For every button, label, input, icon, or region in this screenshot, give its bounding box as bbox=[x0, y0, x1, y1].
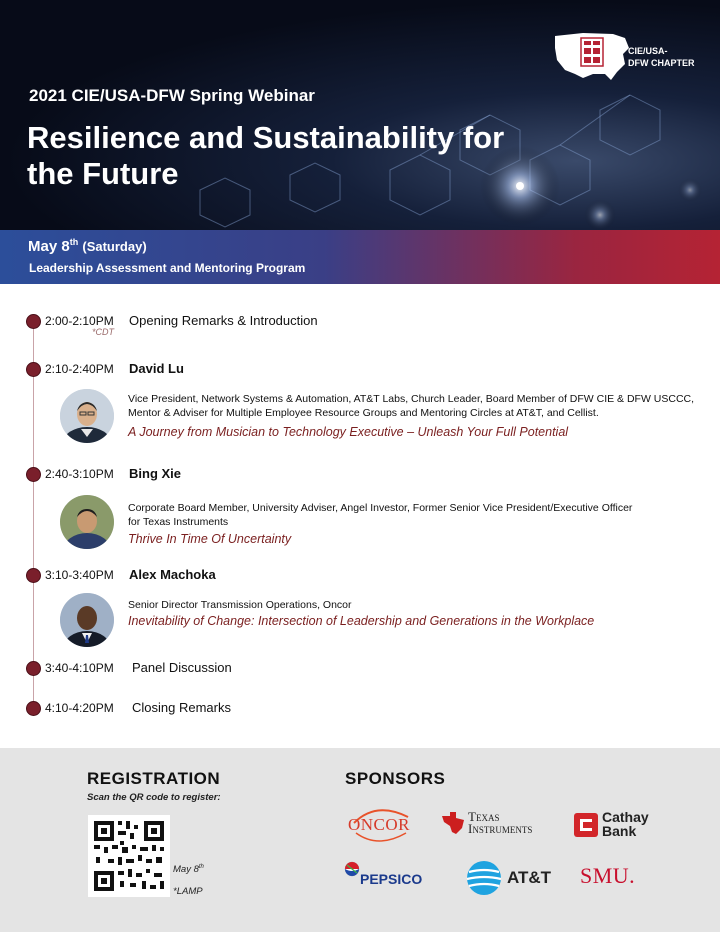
pepsico-globe-icon bbox=[344, 861, 360, 877]
time-slot: 4:10-4:20PM bbox=[45, 701, 114, 715]
sponsor-ti-logo bbox=[440, 810, 555, 840]
timeline-dot bbox=[26, 314, 41, 329]
sponsor-cathay-logo bbox=[574, 810, 674, 840]
qr-note-date bbox=[173, 864, 204, 875]
program-name: Leadership Assessment and Mentoring Program bbox=[29, 261, 306, 275]
chapter-label bbox=[628, 45, 695, 69]
speaker-name: David Lu bbox=[129, 361, 184, 376]
date-suffix: th bbox=[69, 237, 79, 247]
speaker-portrait-icon bbox=[60, 389, 114, 443]
time-slot: 3:10-3:40PM bbox=[45, 568, 114, 582]
sponsor-smu-logo bbox=[580, 863, 660, 893]
att-wordmark: AT&T bbox=[507, 868, 552, 887]
timeline-dot bbox=[26, 661, 41, 676]
scan-instruction: Scan the QR code to register: bbox=[87, 792, 221, 803]
timeline-dot bbox=[26, 362, 41, 377]
event-title: Closing Remarks bbox=[132, 700, 231, 715]
sponsor-pepsico-logo bbox=[344, 860, 439, 890]
timezone-note: *CDT bbox=[92, 327, 114, 337]
qr-code-icon bbox=[88, 815, 170, 897]
talk-title: A Journey from Musician to Technology Executive – Unleash Your Full Potential bbox=[128, 425, 569, 439]
bio-line: for Texas Instruments bbox=[128, 516, 229, 528]
speaker-portrait-icon bbox=[60, 593, 114, 647]
speaker-photo bbox=[60, 593, 114, 647]
time-slot: 2:00-2:10PM bbox=[45, 314, 114, 328]
ti-line-1: Texas bbox=[468, 809, 500, 824]
speaker-portrait-icon bbox=[60, 495, 114, 549]
speaker-photo bbox=[60, 495, 114, 549]
registration-heading: REGISTRATION bbox=[87, 769, 221, 788]
texas-state-icon bbox=[440, 810, 466, 836]
speaker-bio bbox=[128, 501, 632, 529]
qr-note-program: *LAMP bbox=[173, 886, 203, 897]
usa-map-logo-icon bbox=[553, 30, 633, 82]
chapter-line-1: CIE/USA- bbox=[628, 46, 668, 56]
bio-line: Mentor & Adviser for Multiple Employee Resource Groups and Mentoring Circles at AT&T, and Cellist. bbox=[128, 407, 599, 419]
timeline-dot bbox=[26, 568, 41, 583]
event-title: Panel Discussion bbox=[132, 660, 232, 675]
qr-note-date-text: May 8 bbox=[173, 864, 199, 876]
speaker-photo bbox=[60, 389, 114, 443]
sponsor-oncor-logo bbox=[346, 803, 416, 847]
smu-wordmark: SMU. bbox=[580, 863, 636, 888]
chapter-line-2: DFW CHAPTER bbox=[628, 58, 695, 68]
timeline-dot bbox=[26, 701, 41, 716]
event-date bbox=[28, 237, 147, 255]
ti-line-2: Instruments bbox=[468, 821, 533, 836]
cathay-wordmark bbox=[602, 810, 649, 838]
ti-wordmark bbox=[468, 811, 532, 835]
bio-line: Vice President, Network Systems & Automation, AT&T Labs, Church Leader, Board Member of DFW CIE & DFW USCCC, bbox=[128, 393, 695, 405]
date-day: (Saturday) bbox=[82, 239, 147, 254]
time-slot: 2:40-3:10PM bbox=[45, 467, 114, 481]
qr-note-suffix: th bbox=[198, 864, 204, 870]
cathay-mark-icon bbox=[574, 813, 598, 837]
bio-line: Corporate Board Member, University Adviser, Angel Investor, Former Senior Vice President/Executive Officer bbox=[128, 502, 633, 514]
hero-banner bbox=[0, 0, 720, 230]
webinar-title: Resilience and Sustainability for the Future bbox=[27, 120, 505, 191]
registration-qr-code[interactable] bbox=[88, 815, 170, 897]
timeline-dot bbox=[26, 467, 41, 482]
att-globe-icon bbox=[466, 860, 502, 896]
speaker-bio: Senior Director Transmission Operations, Oncor bbox=[128, 599, 352, 611]
talk-title: Inevitability of Change: Intersection of Leadership and Generations in the Workplace bbox=[128, 614, 595, 628]
timeline-line bbox=[33, 320, 34, 708]
cathay-line-2: Bank bbox=[602, 823, 637, 839]
time-slot: 3:40-4:10PM bbox=[45, 661, 114, 675]
date-band bbox=[0, 230, 720, 284]
event-title: Opening Remarks & Introduction bbox=[129, 313, 318, 328]
speaker-name: Bing Xie bbox=[129, 466, 182, 481]
cathay-line-1: Cathay bbox=[602, 809, 649, 825]
speaker-bio bbox=[128, 392, 694, 420]
time-slot: 2:10-2:40PM bbox=[45, 362, 114, 376]
oncor-wordmark: ONCOR bbox=[348, 815, 411, 834]
speaker-name: Alex Machoka bbox=[129, 567, 216, 582]
date-text: May 8 bbox=[28, 238, 70, 255]
sponsor-att-logo bbox=[466, 860, 556, 896]
talk-title: Thrive In Time Of Uncertainty bbox=[128, 532, 292, 546]
webinar-subtitle: 2021 CIE/USA-DFW Spring Webinar bbox=[29, 86, 315, 105]
pepsico-wordmark: PEPSICO bbox=[360, 871, 423, 887]
sponsors-heading: SPONSORS bbox=[345, 769, 446, 788]
